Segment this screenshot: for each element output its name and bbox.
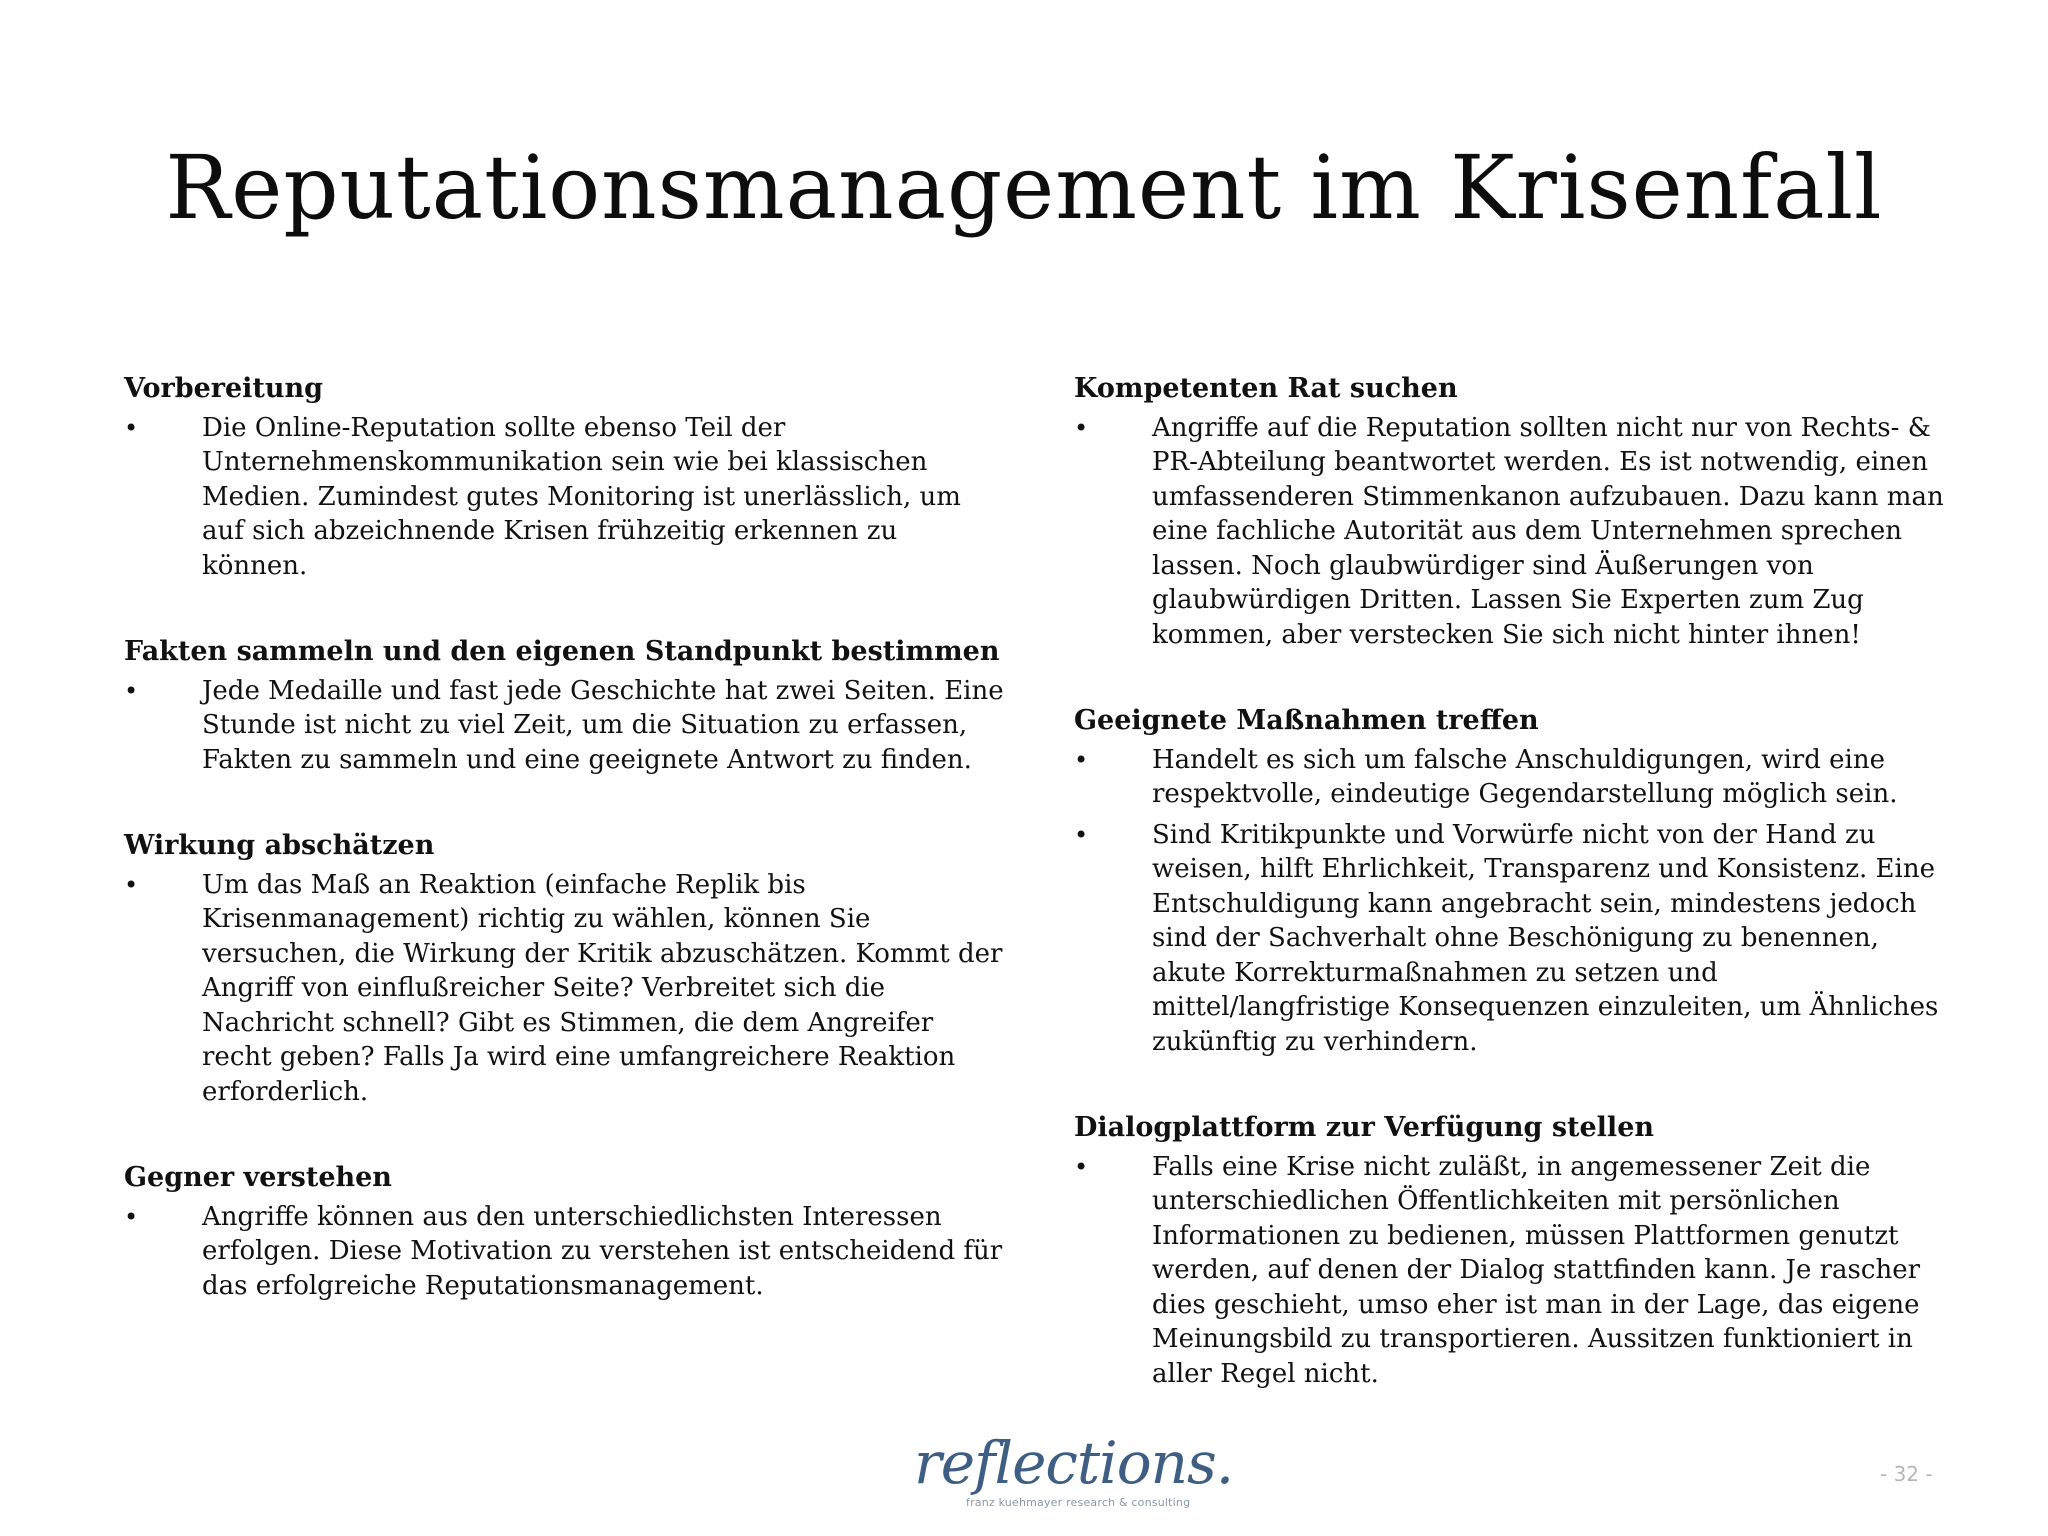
bullet-item	[124, 411, 1004, 584]
bullet-item	[1074, 818, 1954, 1060]
bullet-icon: •	[1074, 745, 1089, 774]
bullet-text: Angriffe auf die Reputation sollten nicht nur von Rechts- & PR-Abteilung beantwortet werden. Es ist notwendig, einen umfassenderen Stimmenkanon aufzubauen. Dazu kann man eine fachliche Autorität aus dem Unternehmen sprechen lassen. Noch glaubwürdiger sind Äußerungen von glaubwürdigen Dritten. Lassen Sie Experten zum Zug kommen, aber verstecken Sie sich nicht hinter ihnen!	[1152, 412, 1944, 650]
bullet-icon: •	[1074, 820, 1089, 849]
bullet-item	[1074, 411, 1954, 653]
page-number: - 32 -	[1880, 1462, 1933, 1486]
bullet-icon: •	[1074, 1152, 1089, 1181]
section-heading: Geeignete Maßnahmen treffen	[1074, 705, 1539, 736]
bullet-item	[124, 868, 1004, 1110]
section-wirkung-abschaetzen	[124, 829, 1004, 1109]
logo-subtitle: franz kuehmayer research & consulting	[966, 1496, 1191, 1509]
section-heading: Kompetenten Rat suchen	[1074, 373, 1458, 404]
bullet-text: Um das Maß an Reaktion (einfache Replik bis Krisenmanagement) richtig zu wählen, können Sie versuchen, die Wirkung der Kritik abzuschätzen. Kommt der Angriff von einflußreicher Seite? Verbreitet sich die Nachricht schnell? Gibt es Stimmen, die dem Angreifer recht geben? Falls Ja wird eine umfangreichere Reaktion erforderlich.	[202, 869, 1003, 1107]
bullet-text: Sind Kritikpunkte und Vorwürfe nicht von der Hand zu weisen, hilft Ehrlichkeit, Transparenz und Konsistenz. Eine Entschuldigung kann angebracht sein, mindestens jedoch sind der Sachverhalt ohne Beschönigung zu benennen, akute Korrekturmaßnahmen zu setzen und mittel/langfristige Konsequenzen einzuleiten, um Ähnliches zukünftig zu verhindern.	[1152, 819, 1939, 1057]
bullet-text: Falls eine Krise nicht zuläßt, in angemessener Zeit die unterschiedlichen Öffentlichkeiten mit persönlichen Informationen zu bedienen, müssen Plattformen genutzt werden, auf denen der Dialog stattfinden kann. Je rascher dies geschieht, umso eher ist man in der Lage, das eigene Meinungsbild zu transportieren. Aussitzen funktioniert in aller Regel nicht.	[1152, 1151, 1921, 1389]
section-heading: Gegner verstehen	[124, 1162, 392, 1193]
section-heading: Wirkung abschätzen	[124, 830, 435, 861]
reflections-logo	[914, 1429, 1234, 1514]
bullet-icon: •	[124, 413, 139, 442]
bullet-text: Angriffe können aus den unterschiedlichsten Interessen erfolgen. Diese Motivation zu verstehen ist entscheidend für das erfolgreiche Reputationsmanagement.	[202, 1201, 1003, 1301]
right-column	[1074, 372, 1954, 1391]
bullet-item	[1074, 1150, 1954, 1392]
bullet-item	[1074, 743, 1954, 812]
section-heading: Fakten sammeln und den eigenen Standpunkt bestimmen	[124, 636, 1000, 667]
section-dialogplattform	[1074, 1111, 1954, 1391]
section-geeignete-massnahmen	[1074, 704, 1954, 1059]
bullet-item	[124, 674, 1004, 778]
bullet-icon: •	[124, 676, 139, 705]
bullet-text: Jede Medaille und fast jede Geschichte hat zwei Seiten. Eine Stunde ist nicht zu viel Zeit, um die Situation zu erfassen, Fakten zu sammeln und eine geeignete Antwort zu finden.	[202, 675, 1004, 775]
section-vorbereitung	[124, 372, 1004, 583]
bullet-item	[124, 1200, 1004, 1304]
section-gegner-verstehen	[124, 1161, 1004, 1303]
section-heading: Vorbereitung	[124, 373, 324, 404]
section-fakten-sammeln	[124, 635, 1004, 777]
logo-wordmark: reflections.	[914, 1429, 1234, 1497]
left-column	[124, 372, 1004, 1303]
bullet-icon: •	[124, 1202, 139, 1231]
bullet-icon: •	[124, 870, 139, 899]
slide-title: Reputationsmanagement im Krisenfall	[165, 136, 1883, 239]
section-kompetenten-rat	[1074, 372, 1954, 652]
bullet-text: Die Online-Reputation sollte ebenso Teil der Unternehmenskommunikation sein wie bei klassischen Medien. Zumindest gutes Monitoring ist unerlässlich, um auf sich abzeichnende Krisen frühzeitig erkennen zu können.	[202, 412, 961, 581]
bullet-icon: •	[1074, 413, 1089, 442]
section-heading: Dialogplattform zur Verfügung stellen	[1074, 1112, 1654, 1143]
bullet-text: Handelt es sich um falsche Anschuldigungen, wird eine respektvolle, eindeutige Gegendarstellung möglich sein.	[1152, 744, 1898, 809]
